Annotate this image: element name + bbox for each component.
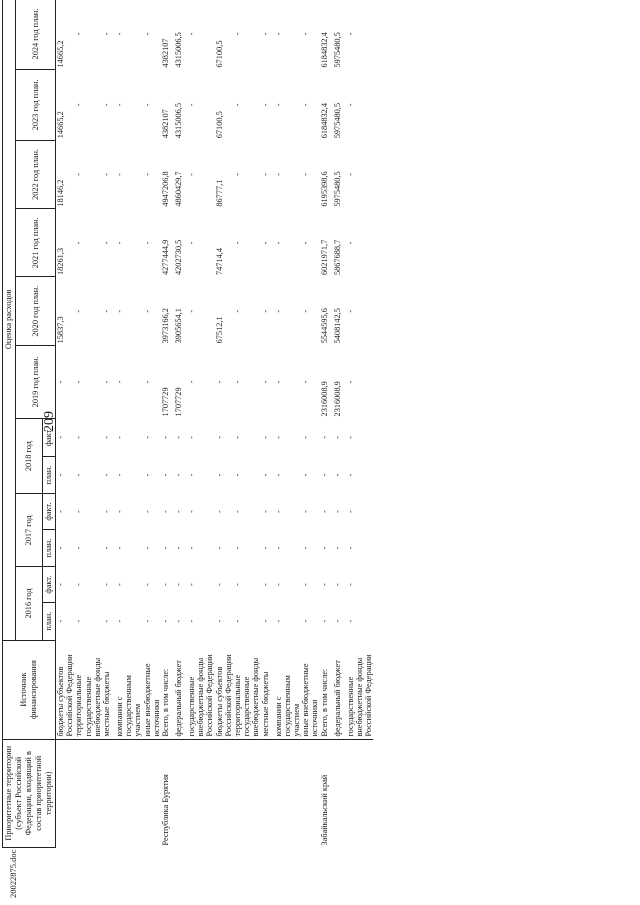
- value-cell: -: [233, 546, 243, 550]
- value-cell: -: [187, 619, 197, 623]
- value-cell: -: [142, 241, 152, 245]
- value-cell: -: [115, 241, 125, 245]
- value-cell: 1707729: [161, 387, 171, 417]
- value-cell: -: [174, 619, 184, 623]
- value-cell: 6184832,4: [319, 32, 329, 68]
- value-cell: -: [260, 380, 270, 384]
- source-cell: Всего, в том числе:: [320, 640, 333, 739]
- value-cell: -: [233, 103, 243, 107]
- value-cell: -: [142, 510, 152, 513]
- value-cell: 5975480,5: [332, 171, 342, 207]
- value-cell: -: [319, 583, 329, 587]
- value-cell: -: [233, 510, 243, 513]
- value-cell: -: [301, 32, 311, 36]
- value-cell: -: [260, 241, 270, 245]
- value-cell: -: [273, 435, 283, 439]
- value-cell: -: [345, 510, 355, 513]
- value-cell: -: [56, 583, 65, 587]
- value-cell: -: [187, 583, 197, 587]
- value-cell: -: [345, 173, 355, 176]
- value-cell: -: [345, 380, 355, 384]
- value-cell: -: [332, 435, 342, 439]
- source-cell: территориальные государственные внебюджетные фонды: [74, 640, 102, 739]
- value-cell: -: [273, 583, 283, 587]
- value-cell: -: [102, 619, 112, 623]
- header-territory: Приоритетные территории (субъект Российской Федерации, входящий в состав приоритетной территории): [3, 739, 56, 847]
- table-row: [174, 0, 187, 848]
- value-cell: -: [319, 546, 329, 550]
- table-row: [274, 0, 302, 848]
- value-cell: -: [214, 473, 224, 477]
- value-cell: -: [142, 309, 152, 313]
- territory-cell: [102, 739, 115, 847]
- value-cell: -: [214, 380, 224, 384]
- table-row: [115, 0, 143, 848]
- value-cell: -: [319, 510, 329, 513]
- value-cell: 5975480,5: [332, 32, 342, 68]
- value-cell: -: [187, 473, 197, 477]
- territory-cell: [187, 739, 215, 847]
- value-cell: 4947206,8: [161, 171, 171, 207]
- value-cell: -: [187, 103, 197, 107]
- value-cell: -: [74, 32, 84, 36]
- value-cell: -: [260, 309, 270, 313]
- value-cell: -: [214, 583, 224, 587]
- value-cell: -: [301, 510, 311, 513]
- territory-cell: [333, 739, 346, 847]
- value-cell: -: [187, 309, 197, 313]
- value-cell: -: [161, 546, 171, 550]
- value-cell: -: [301, 619, 311, 623]
- value-cell: -: [56, 546, 65, 550]
- value-cell: -: [115, 173, 125, 176]
- value-cell: -: [74, 510, 84, 513]
- value-cell: -: [56, 473, 65, 477]
- value-cell: 67512,1: [214, 316, 224, 344]
- header-2018-fact: факт.: [43, 418, 56, 456]
- value-cell: 4382107: [161, 109, 171, 139]
- value-cell: -: [233, 173, 243, 176]
- table-row: [320, 0, 333, 848]
- table-row: [215, 0, 233, 848]
- source-cell: иные внебюджетные источники: [143, 640, 161, 739]
- value-cell: -: [187, 546, 197, 550]
- value-cell: -: [115, 309, 125, 313]
- value-cell: -: [56, 510, 65, 513]
- value-cell: -: [233, 435, 243, 439]
- header-2021-plan: 2021 год план.: [16, 209, 56, 277]
- value-cell: 67100,5: [214, 40, 224, 68]
- value-cell: -: [187, 32, 197, 36]
- value-cell: 14665,2: [56, 111, 65, 139]
- value-cell: 4315006,5: [174, 32, 184, 68]
- source-cell: бюджеты субъектов Российской Федерации: [215, 640, 233, 739]
- value-cell: -: [301, 103, 311, 107]
- value-cell: -: [115, 32, 125, 36]
- value-cell: -: [56, 380, 65, 384]
- value-cell: -: [332, 583, 342, 587]
- value-cell: -: [74, 241, 84, 245]
- header-estimate: Оценка расходов: [3, 0, 16, 640]
- value-cell: -: [301, 435, 311, 439]
- value-cell: -: [174, 473, 184, 477]
- source-cell: федеральный бюджет: [333, 640, 346, 739]
- territory-cell: [301, 739, 319, 847]
- value-cell: -: [74, 546, 84, 550]
- value-cell: -: [142, 435, 152, 439]
- value-cell: -: [301, 241, 311, 245]
- value-cell: -: [273, 473, 283, 477]
- territory-cell: [215, 739, 233, 847]
- value-cell: -: [161, 583, 171, 587]
- value-cell: -: [332, 546, 342, 550]
- value-cell: -: [102, 103, 112, 107]
- value-cell: -: [142, 619, 152, 623]
- value-cell: -: [345, 583, 355, 587]
- value-cell: -: [115, 473, 125, 477]
- value-cell: 4860429,7: [174, 171, 184, 207]
- value-cell: 3905654,1: [174, 308, 184, 344]
- value-cell: -: [214, 619, 224, 623]
- value-cell: 4277444,9: [161, 239, 171, 275]
- value-cell: -: [273, 619, 283, 623]
- value-cell: 18146,2: [56, 179, 65, 207]
- table-row: [56, 0, 75, 848]
- header-2020-plan: 2020 год план.: [16, 277, 56, 345]
- value-cell: -: [161, 510, 171, 513]
- value-cell: 86777,1: [214, 179, 224, 207]
- territory-cell: [74, 739, 102, 847]
- header-2016: 2016 год: [16, 567, 43, 640]
- territory-cell: [346, 739, 374, 847]
- source-cell: местные бюджеты: [261, 640, 274, 739]
- value-cell: -: [273, 103, 283, 107]
- page-number: 209: [42, 411, 57, 432]
- value-cell: -: [174, 546, 184, 550]
- value-cell: -: [161, 435, 171, 439]
- table-row: [233, 0, 261, 848]
- territory-cell: [274, 739, 302, 847]
- header-source: Источник финансирования: [3, 640, 56, 739]
- territory-cell: [261, 739, 274, 847]
- value-cell: -: [273, 546, 283, 550]
- header-2022-plan: 2022 год план.: [16, 140, 56, 208]
- value-cell: -: [142, 546, 152, 550]
- table-row: [261, 0, 274, 848]
- value-cell: -: [187, 241, 197, 245]
- value-cell: -: [319, 619, 329, 623]
- value-cell: -: [260, 619, 270, 623]
- value-cell: -: [345, 241, 355, 245]
- value-cell: -: [345, 32, 355, 36]
- value-cell: -: [174, 435, 184, 439]
- value-cell: -: [187, 435, 197, 439]
- value-cell: -: [273, 380, 283, 384]
- value-cell: 74714,4: [214, 248, 224, 275]
- value-cell: -: [74, 583, 84, 587]
- value-cell: -: [345, 619, 355, 623]
- value-cell: -: [115, 435, 125, 439]
- value-cell: 6184832,4: [319, 102, 329, 139]
- value-cell: -: [319, 473, 329, 477]
- value-cell: -: [74, 619, 84, 623]
- value-cell: -: [74, 173, 84, 176]
- value-cell: 2316008,9: [332, 381, 342, 417]
- value-cell: -: [115, 546, 125, 550]
- value-cell: -: [319, 435, 329, 439]
- header-2017-plan: план.: [43, 529, 56, 567]
- value-cell: 5975480,5: [332, 102, 342, 139]
- value-cell: -: [233, 380, 243, 384]
- value-cell: 4315006,5: [174, 102, 184, 139]
- value-cell: -: [233, 619, 243, 623]
- source-cell: федеральный бюджет: [174, 640, 187, 739]
- value-cell: -: [273, 241, 283, 245]
- value-cell: -: [115, 380, 125, 384]
- source-cell: иные внебюджетные источники: [301, 640, 319, 739]
- value-cell: -: [102, 583, 112, 587]
- financing-table: [2, 0, 373, 848]
- value-cell: -: [345, 309, 355, 313]
- value-cell: -: [142, 583, 152, 587]
- table-body: [56, 0, 374, 848]
- value-cell: -: [142, 473, 152, 477]
- value-cell: 6021971,7: [319, 239, 329, 275]
- territory-cell: [143, 739, 161, 847]
- value-cell: -: [214, 546, 224, 550]
- value-cell: -: [56, 619, 65, 623]
- value-cell: 5408142,5: [332, 308, 342, 344]
- value-cell: -: [161, 473, 171, 477]
- value-cell: -: [142, 380, 152, 384]
- table-row: [301, 0, 319, 848]
- value-cell: -: [233, 241, 243, 245]
- value-cell: 18261,3: [56, 248, 65, 275]
- value-cell: -: [260, 32, 270, 36]
- value-cell: -: [301, 380, 311, 384]
- value-cell: -: [115, 619, 125, 623]
- value-cell: -: [74, 380, 84, 384]
- value-cell: -: [142, 173, 152, 176]
- value-cell: 4382107: [161, 38, 171, 68]
- value-cell: -: [273, 173, 283, 176]
- value-cell: -: [260, 435, 270, 439]
- value-cell: -: [102, 309, 112, 313]
- value-cell: 67100,5: [214, 111, 224, 139]
- value-cell: -: [102, 435, 112, 439]
- value-cell: -: [102, 510, 112, 513]
- value-cell: -: [102, 546, 112, 550]
- value-cell: -: [115, 103, 125, 107]
- source-cell: компании с государственным участием: [274, 640, 302, 739]
- value-cell: -: [214, 510, 224, 513]
- value-cell: -: [260, 510, 270, 513]
- header-2016-plan: план.: [43, 602, 56, 640]
- value-cell: -: [56, 435, 65, 439]
- value-cell: -: [332, 510, 342, 513]
- value-cell: 15837,3: [56, 316, 65, 344]
- value-cell: -: [345, 546, 355, 550]
- table-row: [187, 0, 215, 848]
- territory-cell: Республика Бурятия: [161, 774, 171, 846]
- value-cell: -: [187, 173, 197, 176]
- table-row: [161, 0, 174, 848]
- value-cell: -: [345, 103, 355, 107]
- value-cell: -: [74, 103, 84, 107]
- table-row: [333, 0, 346, 848]
- value-cell: -: [301, 309, 311, 313]
- header-2018: 2018 год: [16, 418, 43, 493]
- value-cell: 2316008,9: [319, 381, 329, 417]
- value-cell: -: [260, 583, 270, 587]
- value-cell: 6195398,6: [319, 171, 329, 207]
- header-2016-fact: факт.: [43, 567, 56, 602]
- value-cell: -: [102, 473, 112, 477]
- value-cell: -: [233, 309, 243, 313]
- table-row: [102, 0, 115, 848]
- value-cell: -: [260, 473, 270, 477]
- header-2024-plan: 2024 год план.: [16, 0, 56, 70]
- value-cell: -: [233, 32, 243, 36]
- value-cell: -: [142, 103, 152, 107]
- value-cell: -: [174, 510, 184, 513]
- value-cell: -: [233, 583, 243, 587]
- value-cell: -: [187, 510, 197, 513]
- value-cell: -: [74, 309, 84, 313]
- value-cell: -: [214, 435, 224, 439]
- value-cell: -: [301, 583, 311, 587]
- source-cell: государственные внебюджетные фонды Российской Федерации: [346, 640, 374, 739]
- header-2019-plan: 2019 год план.: [16, 345, 56, 418]
- value-cell: -: [260, 546, 270, 550]
- value-cell: -: [233, 473, 243, 477]
- value-cell: -: [260, 173, 270, 176]
- source-cell: территориальные государственные внебюджетные фонды: [233, 640, 261, 739]
- value-cell: -: [273, 32, 283, 36]
- value-cell: -: [102, 380, 112, 384]
- value-cell: -: [301, 546, 311, 550]
- source-cell: бюджеты субъектов Российской Федерации: [56, 640, 75, 739]
- territory-cell: [233, 739, 261, 847]
- value-cell: 4202730,5: [174, 239, 184, 275]
- value-cell: 1707729: [174, 387, 184, 417]
- value-cell: -: [187, 380, 197, 384]
- territory-cell: [115, 739, 143, 847]
- value-cell: -: [332, 473, 342, 477]
- value-cell: -: [174, 583, 184, 587]
- value-cell: -: [102, 173, 112, 176]
- value-cell: -: [102, 32, 112, 36]
- value-cell: 14665,2: [56, 40, 65, 68]
- table-row: [74, 0, 102, 848]
- value-cell: -: [115, 583, 125, 587]
- value-cell: 3973166,2: [161, 308, 171, 344]
- footer-filename: 20022875.doc: [8, 849, 18, 898]
- value-cell: -: [74, 435, 84, 439]
- value-cell: -: [260, 103, 270, 107]
- value-cell: -: [74, 473, 84, 477]
- value-cell: -: [115, 510, 125, 513]
- value-cell: -: [345, 473, 355, 477]
- value-cell: -: [301, 473, 311, 477]
- territory-cell: [174, 739, 187, 847]
- territory-cell: [56, 739, 75, 847]
- territory-cell: Забайкальский край: [319, 774, 329, 846]
- source-cell: местные бюджеты: [102, 640, 115, 739]
- value-cell: -: [332, 619, 342, 623]
- table-row: [346, 0, 374, 848]
- value-cell: -: [102, 241, 112, 245]
- value-cell: -: [301, 173, 311, 176]
- header-2017: 2017 год: [16, 494, 43, 567]
- table-row: [143, 0, 161, 848]
- header-2018-plan: план.: [43, 456, 56, 494]
- header-2017-fact: факт.: [43, 494, 56, 529]
- source-cell: Всего, в том числе:: [161, 640, 174, 739]
- source-cell: государственные внебюджетные фонды Российской Федерации: [187, 640, 215, 739]
- financing-table-frame: [2, 0, 582, 848]
- value-cell: 5544595,6: [319, 308, 329, 344]
- header-2023-plan: 2023 год план.: [16, 70, 56, 141]
- value-cell: -: [142, 32, 152, 36]
- value-cell: -: [273, 510, 283, 513]
- value-cell: 5867688,7: [332, 239, 342, 275]
- value-cell: -: [345, 435, 355, 439]
- source-cell: компании с государственным участием: [115, 640, 143, 739]
- value-cell: -: [161, 619, 171, 623]
- value-cell: -: [273, 309, 283, 313]
